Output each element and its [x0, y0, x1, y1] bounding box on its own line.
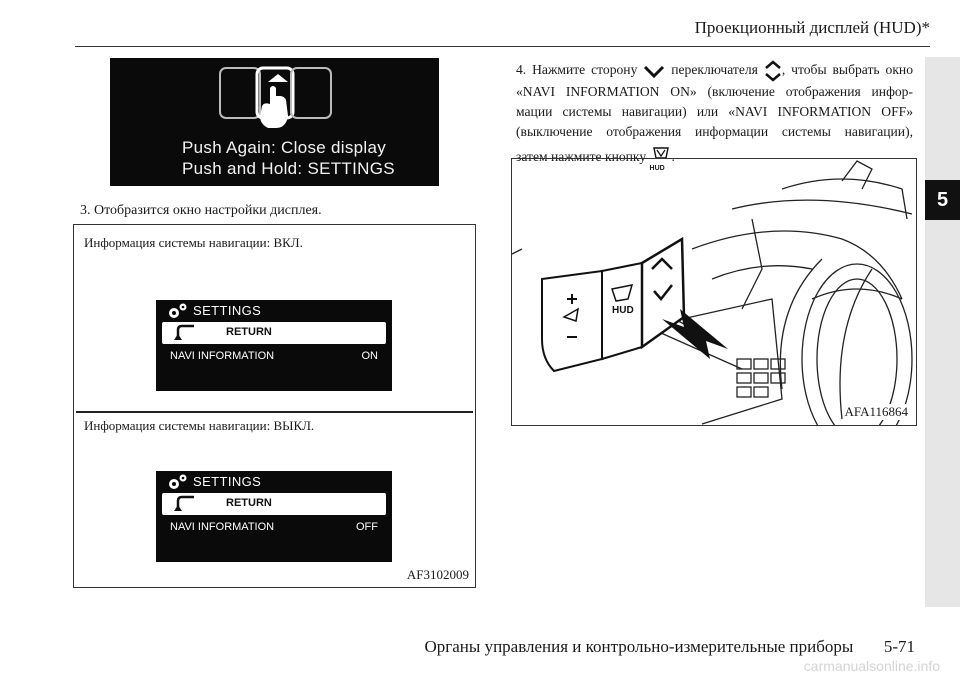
- step-4-line-1: [516, 60, 913, 82]
- footer-page-number: 5-71: [883, 637, 915, 656]
- dashboard-figure: [511, 158, 917, 426]
- step-4-line-3: мации системы навигации) или «NAVI INFORMATION OFF»: [516, 104, 913, 119]
- hud-display-image: [110, 58, 439, 186]
- figure-code: AF3102009: [406, 567, 469, 582]
- step-4-line-4: (выключение отображения информации системы навигации),: [516, 124, 913, 139]
- caption-navi-off: Информация системы навигации: ВЫКЛ.: [84, 418, 315, 433]
- return-arrow-icon: [174, 495, 200, 513]
- return-label: RETURN: [226, 497, 272, 509]
- dashboard-illustration: [512, 159, 917, 426]
- watermark: carmanualsonline.info: [803, 658, 940, 674]
- step-4-text-d: затем нажмите кнопку: [516, 149, 647, 165]
- footer-section: Органы управления и контрольно-измерительные приборы: [424, 637, 854, 656]
- chapter-badge: 5: [925, 180, 960, 220]
- page-header-title: Проекционный дисплей (HUD)*: [694, 18, 930, 37]
- return-row: [162, 322, 386, 344]
- switch-hud-label: HUD: [612, 305, 634, 316]
- step-4-line-2: «NAVI INFORMATION ON» (включение отображения инфор-: [516, 84, 913, 99]
- figure-divider: [76, 411, 473, 413]
- settings-title: SETTINGS: [193, 303, 262, 318]
- up-down-switch-icon: [764, 60, 782, 82]
- gear-icon: [166, 302, 190, 320]
- page-footer: [425, 637, 916, 657]
- hand-pointer-icon: [260, 74, 288, 128]
- settings-screen-off: [156, 471, 392, 562]
- navi-info-value: OFF: [356, 521, 378, 533]
- navi-info-label: NAVI INFORMATION: [170, 350, 275, 362]
- return-arrow-icon: [174, 324, 200, 342]
- navi-info-value: ON: [361, 350, 378, 362]
- settings-figure: [73, 224, 476, 588]
- return-row: [162, 493, 386, 515]
- side-tab: [925, 57, 960, 607]
- settings-title: SETTINGS: [193, 474, 262, 489]
- header-rule: [75, 46, 930, 47]
- gear-icon: [166, 473, 190, 491]
- return-label: RETURN: [226, 326, 272, 338]
- step-4-text-b: переключателя: [671, 62, 758, 78]
- hud-line-close: Push Again: Close display: [182, 138, 387, 157]
- hud-button-label: HUD: [649, 165, 665, 172]
- figure-code: AFA116864: [844, 404, 908, 419]
- step-4-text-e: .: [671, 149, 675, 165]
- step-3-text: 3. Отобразится окно настройки дисплея.: [80, 203, 322, 218]
- settings-screen-on: [156, 300, 392, 391]
- step-4-paragraph: [516, 60, 913, 170]
- step-4-text-c: , чтобы выбрать окно: [781, 62, 913, 78]
- chevron-down-icon: [643, 64, 665, 78]
- hud-line-settings: Push and Hold: SETTINGS: [182, 159, 395, 178]
- step-4-text-a: 4. Нажмите сторону: [516, 62, 638, 78]
- navi-info-label: NAVI INFORMATION: [170, 521, 275, 533]
- switch-panel: [542, 239, 684, 371]
- caption-navi-on: Информация системы навигации: ВКЛ.: [84, 235, 303, 250]
